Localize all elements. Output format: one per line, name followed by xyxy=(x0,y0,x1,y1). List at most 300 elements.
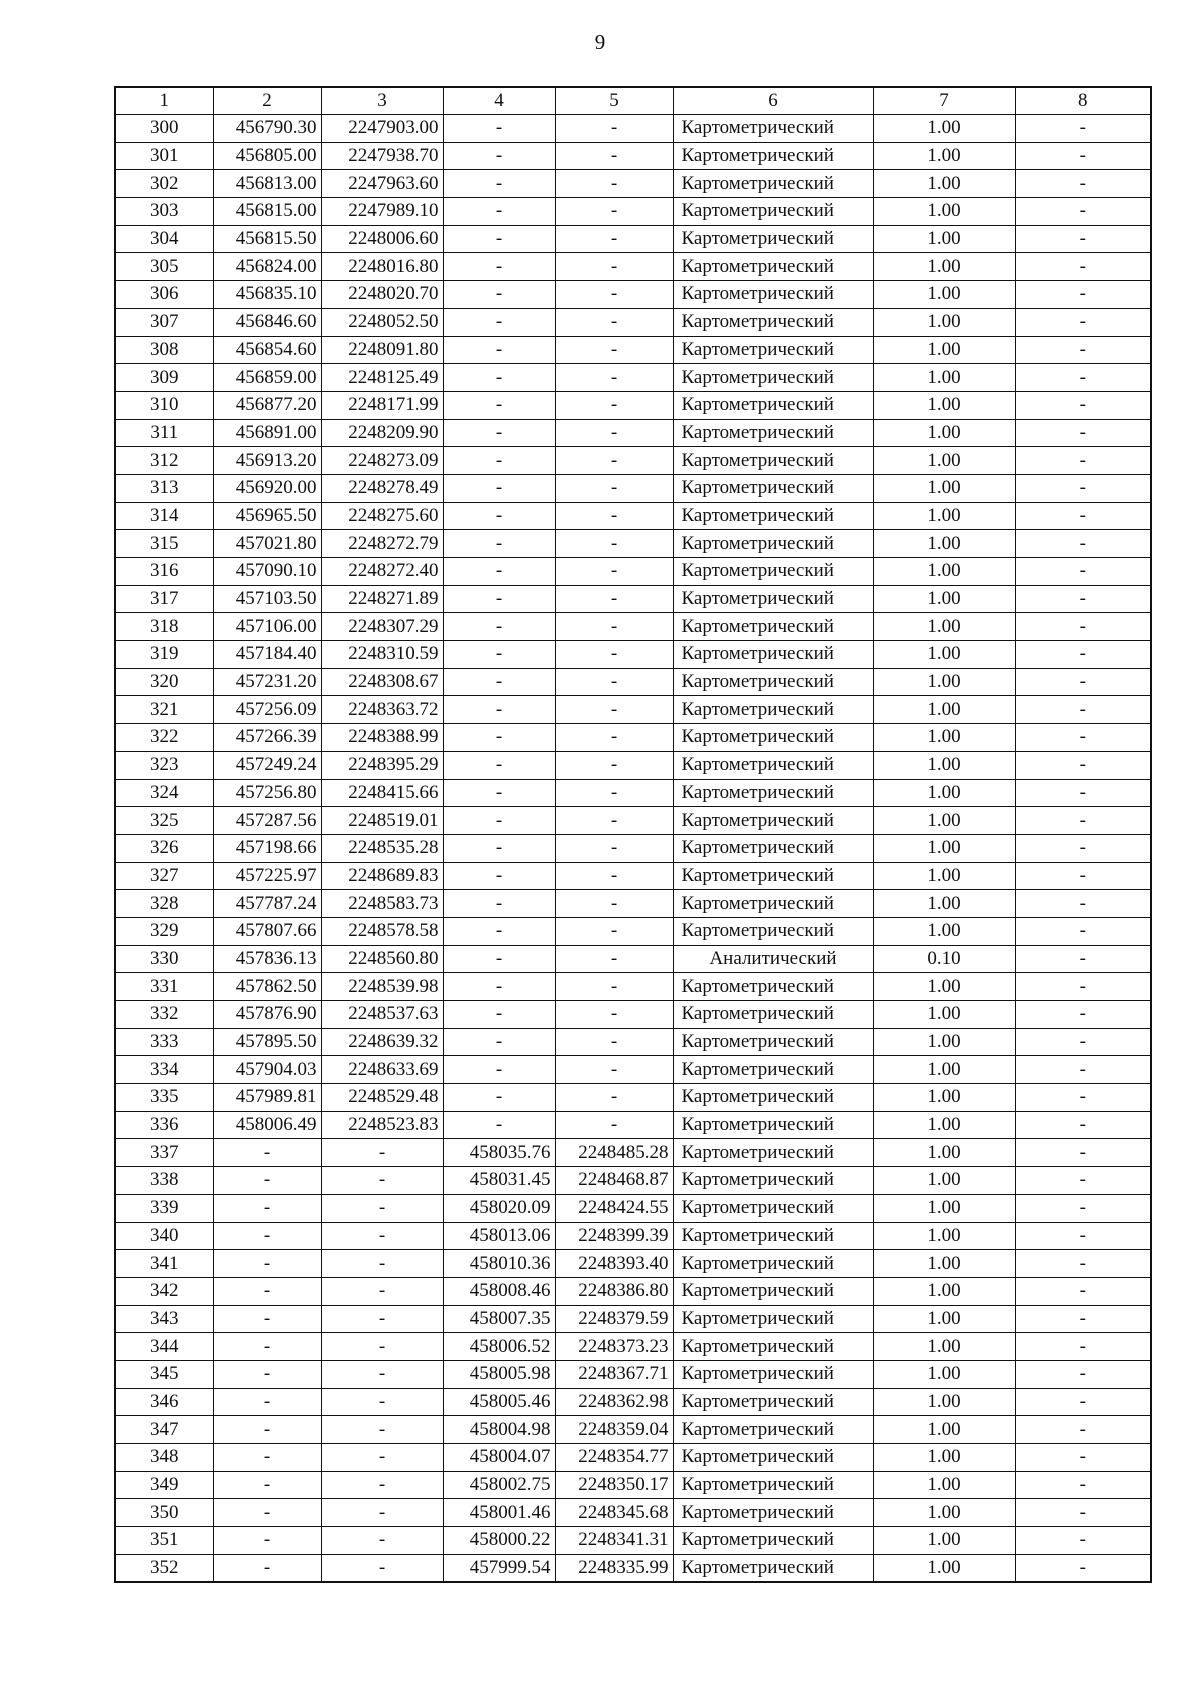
y-coordinate-cell: 2248529.48 xyxy=(321,1084,443,1112)
x-coordinate-cell: 457021.80 xyxy=(213,530,321,558)
y-coordinate-cell: 2248523.83 xyxy=(321,1111,443,1139)
new-y-coordinate-cell: 2248362.98 xyxy=(555,1388,673,1416)
x-coordinate-cell: 457787.24 xyxy=(213,890,321,918)
y-coordinate-cell: 2247903.00 xyxy=(321,115,443,143)
method-cell: Картометрический xyxy=(673,419,873,447)
point-number-cell: 352 xyxy=(115,1554,213,1582)
point-number-cell: 311 xyxy=(115,419,213,447)
y-coordinate-cell: 2248639.32 xyxy=(321,1028,443,1056)
new-y-coordinate-cell: - xyxy=(555,336,673,364)
accuracy-cell: 1.00 xyxy=(873,1360,1015,1388)
x-coordinate-cell: 457836.13 xyxy=(213,945,321,973)
point-number-cell: 326 xyxy=(115,834,213,862)
x-coordinate-cell: 456920.00 xyxy=(213,474,321,502)
new-y-coordinate-cell: - xyxy=(555,751,673,779)
new-x-coordinate-cell: - xyxy=(443,419,555,447)
accuracy-cell: 1.00 xyxy=(873,170,1015,198)
new-y-coordinate-cell: 2248468.87 xyxy=(555,1167,673,1195)
x-coordinate-cell: 457198.66 xyxy=(213,834,321,862)
accuracy-cell: 1.00 xyxy=(873,558,1015,586)
table-row xyxy=(115,1360,1151,1388)
accuracy-cell: 1.00 xyxy=(873,1250,1015,1278)
note-cell: - xyxy=(1015,917,1151,945)
y-coordinate-cell: 2247963.60 xyxy=(321,170,443,198)
y-coordinate-cell: 2248519.01 xyxy=(321,807,443,835)
accuracy-cell: 1.00 xyxy=(873,419,1015,447)
point-number-cell: 350 xyxy=(115,1499,213,1527)
new-x-coordinate-cell: 458005.46 xyxy=(443,1388,555,1416)
method-cell: Картометрический xyxy=(673,613,873,641)
y-coordinate-cell: - xyxy=(321,1444,443,1472)
note-cell: - xyxy=(1015,447,1151,475)
accuracy-cell: 1.00 xyxy=(873,308,1015,336)
new-x-coordinate-cell: 458006.52 xyxy=(443,1333,555,1361)
table-row xyxy=(115,419,1151,447)
method-cell: Картометрический xyxy=(673,641,873,669)
note-cell: - xyxy=(1015,1388,1151,1416)
new-y-coordinate-cell: 2248350.17 xyxy=(555,1471,673,1499)
x-coordinate-cell: - xyxy=(213,1305,321,1333)
note-cell: - xyxy=(1015,1416,1151,1444)
point-number-cell: 340 xyxy=(115,1222,213,1250)
x-coordinate-cell: 456824.00 xyxy=(213,253,321,281)
point-number-cell: 304 xyxy=(115,225,213,253)
point-number-cell: 318 xyxy=(115,613,213,641)
x-coordinate-cell: 456854.60 xyxy=(213,336,321,364)
accuracy-cell: 1.00 xyxy=(873,1277,1015,1305)
point-number-cell: 307 xyxy=(115,308,213,336)
header-cell: 3 xyxy=(321,87,443,115)
x-coordinate-cell: - xyxy=(213,1139,321,1167)
point-number-cell: 300 xyxy=(115,115,213,143)
y-coordinate-cell: - xyxy=(321,1277,443,1305)
note-cell: - xyxy=(1015,1444,1151,1472)
table-row xyxy=(115,641,1151,669)
note-cell: - xyxy=(1015,391,1151,419)
accuracy-cell: 1.00 xyxy=(873,1139,1015,1167)
new-y-coordinate-cell: - xyxy=(555,945,673,973)
y-coordinate-cell: 2248272.40 xyxy=(321,558,443,586)
new-x-coordinate-cell: 458005.98 xyxy=(443,1360,555,1388)
table-row xyxy=(115,1056,1151,1084)
x-coordinate-cell: 456805.00 xyxy=(213,142,321,170)
method-cell: Картометрический xyxy=(673,1139,873,1167)
point-number-cell: 316 xyxy=(115,558,213,586)
new-y-coordinate-cell: 2248359.04 xyxy=(555,1416,673,1444)
accuracy-cell: 1.00 xyxy=(873,474,1015,502)
point-number-cell: 323 xyxy=(115,751,213,779)
x-coordinate-cell: - xyxy=(213,1444,321,1472)
y-coordinate-cell: - xyxy=(321,1388,443,1416)
new-y-coordinate-cell: 2248424.55 xyxy=(555,1194,673,1222)
method-cell: Картометрический xyxy=(673,198,873,226)
new-x-coordinate-cell: - xyxy=(443,530,555,558)
table-row xyxy=(115,502,1151,530)
table-row xyxy=(115,1111,1151,1139)
new-y-coordinate-cell: 2248335.99 xyxy=(555,1554,673,1582)
new-y-coordinate-cell: - xyxy=(555,917,673,945)
new-y-coordinate-cell: - xyxy=(555,115,673,143)
accuracy-cell: 1.00 xyxy=(873,862,1015,890)
table-row xyxy=(115,1084,1151,1112)
accuracy-cell: 1.00 xyxy=(873,502,1015,530)
x-coordinate-cell: - xyxy=(213,1527,321,1555)
point-number-cell: 308 xyxy=(115,336,213,364)
method-cell: Картометрический xyxy=(673,502,873,530)
table-row xyxy=(115,281,1151,309)
accuracy-cell: 1.00 xyxy=(873,1111,1015,1139)
accuracy-cell: 1.00 xyxy=(873,890,1015,918)
new-y-coordinate-cell: - xyxy=(555,1056,673,1084)
point-number-cell: 339 xyxy=(115,1194,213,1222)
x-coordinate-cell: - xyxy=(213,1388,321,1416)
x-coordinate-cell: 457256.09 xyxy=(213,696,321,724)
table-row xyxy=(115,447,1151,475)
new-y-coordinate-cell: 2248354.77 xyxy=(555,1444,673,1472)
method-cell: Картометрический xyxy=(673,724,873,752)
new-y-coordinate-cell: - xyxy=(555,419,673,447)
table-row xyxy=(115,253,1151,281)
new-x-coordinate-cell: 458008.46 xyxy=(443,1277,555,1305)
new-x-coordinate-cell: 458013.06 xyxy=(443,1222,555,1250)
method-cell: Картометрический xyxy=(673,1001,873,1029)
accuracy-cell: 1.00 xyxy=(873,641,1015,669)
note-cell: - xyxy=(1015,1194,1151,1222)
new-y-coordinate-cell: - xyxy=(555,142,673,170)
table-row xyxy=(115,834,1151,862)
new-y-coordinate-cell: - xyxy=(555,391,673,419)
accuracy-cell: 1.00 xyxy=(873,364,1015,392)
accuracy-cell: 1.00 xyxy=(873,779,1015,807)
note-cell: - xyxy=(1015,1084,1151,1112)
point-number-cell: 333 xyxy=(115,1028,213,1056)
note-cell: - xyxy=(1015,696,1151,724)
table-row xyxy=(115,391,1151,419)
point-number-cell: 337 xyxy=(115,1139,213,1167)
method-cell: Картометрический xyxy=(673,1222,873,1250)
header-cell: 5 xyxy=(555,87,673,115)
method-cell: Картометрический xyxy=(673,973,873,1001)
new-y-coordinate-cell: - xyxy=(555,281,673,309)
note-cell: - xyxy=(1015,862,1151,890)
point-number-cell: 306 xyxy=(115,281,213,309)
new-y-coordinate-cell: - xyxy=(555,530,673,558)
x-coordinate-cell: 456859.00 xyxy=(213,364,321,392)
x-coordinate-cell: - xyxy=(213,1499,321,1527)
table-row xyxy=(115,779,1151,807)
coordinates-table xyxy=(114,86,1152,1583)
new-y-coordinate-cell: 2248379.59 xyxy=(555,1305,673,1333)
new-y-coordinate-cell: - xyxy=(555,170,673,198)
note-cell: - xyxy=(1015,641,1151,669)
header-cell: 7 xyxy=(873,87,1015,115)
method-cell: Картометрический xyxy=(673,1277,873,1305)
new-x-coordinate-cell: - xyxy=(443,641,555,669)
point-number-cell: 348 xyxy=(115,1444,213,1472)
new-x-coordinate-cell: 458004.98 xyxy=(443,1416,555,1444)
page-number: 9 xyxy=(594,30,606,54)
new-x-coordinate-cell: - xyxy=(443,807,555,835)
accuracy-cell: 1.00 xyxy=(873,115,1015,143)
method-cell: Картометрический xyxy=(673,447,873,475)
note-cell: - xyxy=(1015,668,1151,696)
y-coordinate-cell: - xyxy=(321,1222,443,1250)
x-coordinate-cell: 457989.81 xyxy=(213,1084,321,1112)
table-row xyxy=(115,696,1151,724)
new-y-coordinate-cell: 2248386.80 xyxy=(555,1277,673,1305)
point-number-cell: 305 xyxy=(115,253,213,281)
note-cell: - xyxy=(1015,1167,1151,1195)
x-coordinate-cell: - xyxy=(213,1471,321,1499)
note-cell: - xyxy=(1015,1250,1151,1278)
method-cell: Картометрический xyxy=(673,1416,873,1444)
method-cell: Картометрический xyxy=(673,253,873,281)
new-x-coordinate-cell: - xyxy=(443,558,555,586)
new-x-coordinate-cell: - xyxy=(443,1028,555,1056)
new-y-coordinate-cell: 2248373.23 xyxy=(555,1333,673,1361)
new-x-coordinate-cell: - xyxy=(443,751,555,779)
point-number-cell: 351 xyxy=(115,1527,213,1555)
note-cell: - xyxy=(1015,1139,1151,1167)
x-coordinate-cell: 457249.24 xyxy=(213,751,321,779)
accuracy-cell: 1.00 xyxy=(873,198,1015,226)
note-cell: - xyxy=(1015,890,1151,918)
method-cell: Картометрический xyxy=(673,170,873,198)
table-row xyxy=(115,668,1151,696)
y-coordinate-cell: 2247938.70 xyxy=(321,142,443,170)
new-x-coordinate-cell: - xyxy=(443,1084,555,1112)
method-cell: Картометрический xyxy=(673,308,873,336)
note-cell: - xyxy=(1015,336,1151,364)
note-cell: - xyxy=(1015,308,1151,336)
point-number-cell: 338 xyxy=(115,1167,213,1195)
method-cell: Картометрический xyxy=(673,530,873,558)
new-y-coordinate-cell: - xyxy=(555,364,673,392)
point-number-cell: 320 xyxy=(115,668,213,696)
table-row xyxy=(115,558,1151,586)
y-coordinate-cell: - xyxy=(321,1194,443,1222)
accuracy-cell: 1.00 xyxy=(873,1499,1015,1527)
y-coordinate-cell: 2248272.79 xyxy=(321,530,443,558)
accuracy-cell: 1.00 xyxy=(873,917,1015,945)
point-number-cell: 324 xyxy=(115,779,213,807)
new-y-coordinate-cell: - xyxy=(555,890,673,918)
table-row xyxy=(115,1028,1151,1056)
new-x-coordinate-cell: - xyxy=(443,890,555,918)
new-y-coordinate-cell: - xyxy=(555,1001,673,1029)
new-x-coordinate-cell: 458035.76 xyxy=(443,1139,555,1167)
x-coordinate-cell: 457266.39 xyxy=(213,724,321,752)
note-cell: - xyxy=(1015,1001,1151,1029)
point-number-cell: 335 xyxy=(115,1084,213,1112)
header-cell: 8 xyxy=(1015,87,1151,115)
table-row xyxy=(115,945,1151,973)
point-number-cell: 325 xyxy=(115,807,213,835)
method-cell: Картометрический xyxy=(673,779,873,807)
note-cell: - xyxy=(1015,1333,1151,1361)
accuracy-cell: 1.00 xyxy=(873,696,1015,724)
y-coordinate-cell: 2248363.72 xyxy=(321,696,443,724)
method-cell: Картометрический xyxy=(673,1471,873,1499)
new-x-coordinate-cell: - xyxy=(443,613,555,641)
accuracy-cell: 1.00 xyxy=(873,1527,1015,1555)
accuracy-cell: 1.00 xyxy=(873,613,1015,641)
new-x-coordinate-cell: - xyxy=(443,585,555,613)
method-cell: Картометрический xyxy=(673,1499,873,1527)
new-y-coordinate-cell: - xyxy=(555,1111,673,1139)
new-y-coordinate-cell: - xyxy=(555,641,673,669)
new-y-coordinate-cell: - xyxy=(555,807,673,835)
table-header-row xyxy=(115,87,1151,115)
table-row xyxy=(115,1001,1151,1029)
header-cell: 2 xyxy=(213,87,321,115)
x-coordinate-cell: - xyxy=(213,1222,321,1250)
new-x-coordinate-cell: - xyxy=(443,917,555,945)
accuracy-cell: 1.00 xyxy=(873,1222,1015,1250)
y-coordinate-cell: 2248052.50 xyxy=(321,308,443,336)
table-row xyxy=(115,308,1151,336)
table-row xyxy=(115,613,1151,641)
new-x-coordinate-cell: - xyxy=(443,1001,555,1029)
new-y-coordinate-cell: - xyxy=(555,779,673,807)
table-row xyxy=(115,198,1151,226)
new-x-coordinate-cell: - xyxy=(443,142,555,170)
x-coordinate-cell: 457862.50 xyxy=(213,973,321,1001)
note-cell: - xyxy=(1015,973,1151,1001)
method-cell: Картометрический xyxy=(673,1111,873,1139)
new-y-coordinate-cell: - xyxy=(555,696,673,724)
note-cell: - xyxy=(1015,364,1151,392)
new-x-coordinate-cell: - xyxy=(443,502,555,530)
accuracy-cell: 1.00 xyxy=(873,724,1015,752)
accuracy-cell: 1.00 xyxy=(873,253,1015,281)
header-cell: 1 xyxy=(115,87,213,115)
x-coordinate-cell: 457256.80 xyxy=(213,779,321,807)
new-y-coordinate-cell: - xyxy=(555,668,673,696)
y-coordinate-cell: 2247989.10 xyxy=(321,198,443,226)
method-cell: Картометрический xyxy=(673,890,873,918)
method-cell: Картометрический xyxy=(673,751,873,779)
header-cell: 4 xyxy=(443,87,555,115)
note-cell: - xyxy=(1015,779,1151,807)
y-coordinate-cell: 2248689.83 xyxy=(321,862,443,890)
new-x-coordinate-cell: - xyxy=(443,253,555,281)
x-coordinate-cell: - xyxy=(213,1360,321,1388)
y-coordinate-cell: - xyxy=(321,1139,443,1167)
accuracy-cell: 1.00 xyxy=(873,391,1015,419)
point-number-cell: 336 xyxy=(115,1111,213,1139)
table-row xyxy=(115,1527,1151,1555)
new-x-coordinate-cell: - xyxy=(443,225,555,253)
accuracy-cell: 1.00 xyxy=(873,1056,1015,1084)
note-cell: - xyxy=(1015,198,1151,226)
y-coordinate-cell: 2248633.69 xyxy=(321,1056,443,1084)
table-row xyxy=(115,170,1151,198)
method-cell: Картометрический xyxy=(673,807,873,835)
x-coordinate-cell: 457090.10 xyxy=(213,558,321,586)
accuracy-cell: 1.00 xyxy=(873,585,1015,613)
y-coordinate-cell: 2248278.49 xyxy=(321,474,443,502)
new-y-coordinate-cell: 2248367.71 xyxy=(555,1360,673,1388)
accuracy-cell: 1.00 xyxy=(873,1028,1015,1056)
y-coordinate-cell: - xyxy=(321,1416,443,1444)
point-number-cell: 314 xyxy=(115,502,213,530)
note-cell: - xyxy=(1015,724,1151,752)
y-coordinate-cell: 2248308.67 xyxy=(321,668,443,696)
table-body xyxy=(115,115,1151,1583)
x-coordinate-cell: 457807.66 xyxy=(213,917,321,945)
x-coordinate-cell: 456790.30 xyxy=(213,115,321,143)
note-cell: - xyxy=(1015,1056,1151,1084)
method-cell: Картометрический xyxy=(673,1527,873,1555)
accuracy-cell: 1.00 xyxy=(873,668,1015,696)
x-coordinate-cell: 457876.90 xyxy=(213,1001,321,1029)
x-coordinate-cell: 458006.49 xyxy=(213,1111,321,1139)
note-cell: - xyxy=(1015,1222,1151,1250)
y-coordinate-cell: - xyxy=(321,1250,443,1278)
table-row xyxy=(115,1222,1151,1250)
y-coordinate-cell: 2248273.09 xyxy=(321,447,443,475)
new-y-coordinate-cell: - xyxy=(555,474,673,502)
point-number-cell: 313 xyxy=(115,474,213,502)
table-row xyxy=(115,1554,1151,1582)
table-row xyxy=(115,225,1151,253)
point-number-cell: 312 xyxy=(115,447,213,475)
x-coordinate-cell: 457231.20 xyxy=(213,668,321,696)
new-x-coordinate-cell: 458001.46 xyxy=(443,1499,555,1527)
point-number-cell: 303 xyxy=(115,198,213,226)
new-y-coordinate-cell: - xyxy=(555,502,673,530)
method-cell: Картометрический xyxy=(673,364,873,392)
new-y-coordinate-cell: - xyxy=(555,308,673,336)
table-row xyxy=(115,1333,1151,1361)
table-row xyxy=(115,1194,1151,1222)
method-cell: Картометрический xyxy=(673,1084,873,1112)
new-y-coordinate-cell: - xyxy=(555,558,673,586)
method-cell: Картометрический xyxy=(673,1333,873,1361)
y-coordinate-cell: 2248537.63 xyxy=(321,1001,443,1029)
y-coordinate-cell: 2248125.49 xyxy=(321,364,443,392)
x-coordinate-cell: 457106.00 xyxy=(213,613,321,641)
accuracy-cell: 1.00 xyxy=(873,1471,1015,1499)
point-number-cell: 309 xyxy=(115,364,213,392)
accuracy-cell: 1.00 xyxy=(873,530,1015,558)
point-number-cell: 343 xyxy=(115,1305,213,1333)
table-row xyxy=(115,807,1151,835)
table-row xyxy=(115,142,1151,170)
new-x-coordinate-cell: - xyxy=(443,1056,555,1084)
method-cell: Картометрический xyxy=(673,1250,873,1278)
y-coordinate-cell: - xyxy=(321,1554,443,1582)
new-y-coordinate-cell: 2248345.68 xyxy=(555,1499,673,1527)
y-coordinate-cell: 2248539.98 xyxy=(321,973,443,1001)
y-coordinate-cell: - xyxy=(321,1527,443,1555)
table-row xyxy=(115,1499,1151,1527)
note-cell: - xyxy=(1015,530,1151,558)
note-cell: - xyxy=(1015,170,1151,198)
new-y-coordinate-cell: - xyxy=(555,253,673,281)
new-x-coordinate-cell: 458007.35 xyxy=(443,1305,555,1333)
note-cell: - xyxy=(1015,281,1151,309)
accuracy-cell: 1.00 xyxy=(873,1388,1015,1416)
table-row xyxy=(115,1139,1151,1167)
y-coordinate-cell: 2248583.73 xyxy=(321,890,443,918)
note-cell: - xyxy=(1015,807,1151,835)
accuracy-cell: 1.00 xyxy=(873,447,1015,475)
y-coordinate-cell: 2248020.70 xyxy=(321,281,443,309)
method-cell: Картометрический xyxy=(673,585,873,613)
y-coordinate-cell: - xyxy=(321,1305,443,1333)
